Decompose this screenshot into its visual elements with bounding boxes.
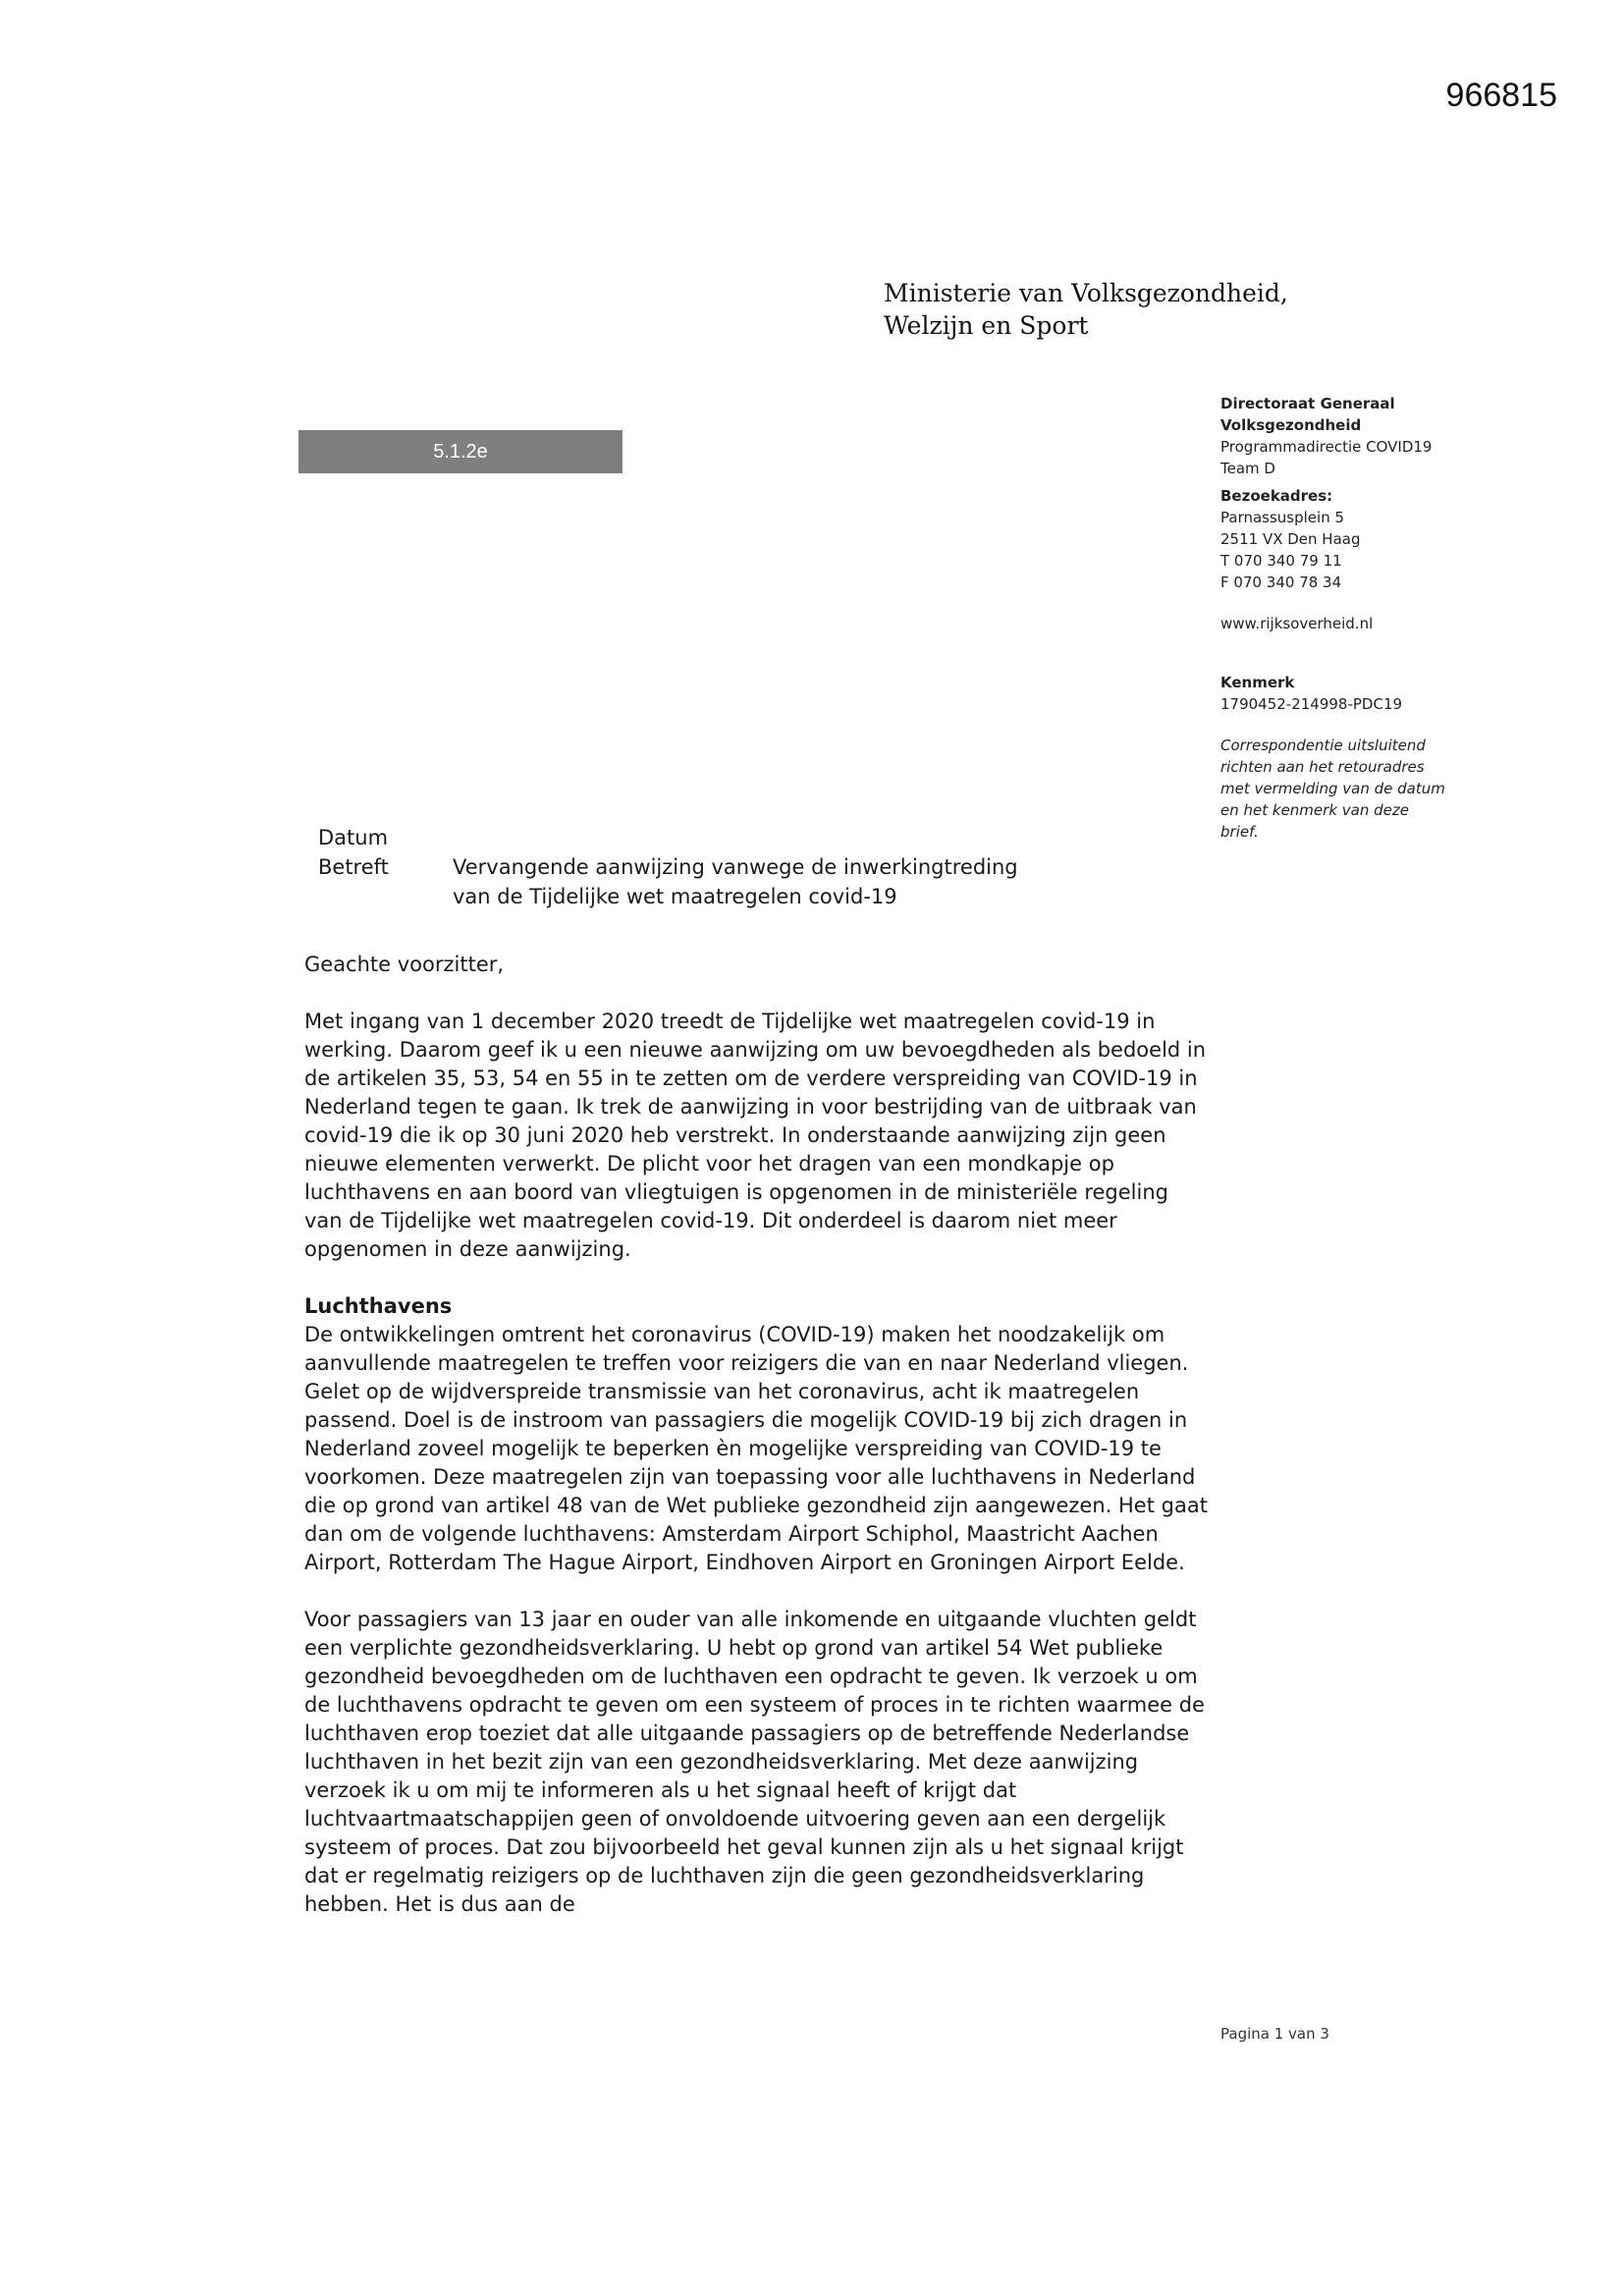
reference-block	[1220, 672, 1505, 715]
letterhead-line: Ministerie van Volksgezondheid,	[884, 279, 1288, 307]
subject-row	[318, 852, 1061, 911]
section-heading: Luchthavens	[304, 1294, 453, 1318]
correspondence-line: richten aan het retouradres	[1220, 758, 1425, 776]
letter-body	[304, 951, 1208, 1919]
letterhead-line: Welzijn en Sport	[884, 311, 1089, 340]
visit-phone: T 070 340 79 11	[1220, 552, 1342, 570]
department-line: Directoraat Generaal	[1220, 395, 1395, 412]
subject-line: van de Tijdelijke wet maatregelen covid-19	[453, 885, 897, 908]
date-label: Datum	[318, 826, 389, 849]
website-link[interactable]: www.rijksoverheid.nl	[1220, 615, 1374, 632]
body-paragraph: De ontwikkelingen omtrent het coronavirus (COVID-19) maken het noodzakelijk om aanvullende maatregelen te treffen voor reizigers die van en naar Nederland vliegen. Gelet op de wijdverspreide transmissie van het coronavirus, acht ik maatregelen passend. Doel is de instroom van passagiers die mogelijk COVID-19 bij zich dragen in Nederland zoveel mogelijk te beperken èn mogelijke verspreiding van COVID-19 te voorkomen. Deze maatregelen zijn van toepassing voor alle luchthavens in Nederland die op grond van artikel 48 van de Wet publieke gezondheid zijn aangewezen. Het gaat dan om de volgende luchthavens: Amsterdam Airport Schiphol, Maastricht Aachen Airport, Rotterdam The Hague Airport, Eindhoven Airport en Groningen Airport Eelde.	[304, 1323, 1208, 1574]
department-block	[1220, 393, 1505, 479]
document-number: 966815	[1445, 77, 1557, 114]
department-line: Programmadirectie COVID19	[1220, 438, 1433, 456]
correspondence-line: met vermelding van de datum	[1220, 780, 1445, 797]
letter-meta	[318, 823, 1061, 911]
correspondence-line: brief.	[1220, 823, 1259, 841]
department-line: Volksgezondheid	[1220, 416, 1362, 434]
reference-value: 1790452-214998-PDC19	[1220, 695, 1403, 713]
correspondence-note	[1220, 735, 1505, 843]
reference-label: Kenmerk	[1220, 674, 1295, 691]
visit-fax: F 070 340 78 34	[1220, 574, 1342, 591]
correspondence-line: en het kenmerk van deze	[1220, 801, 1409, 819]
department-line: Team D	[1220, 460, 1275, 477]
page-number: Pagina 1 van 3	[1220, 2025, 1329, 2043]
body-paragraph: Met ingang van 1 december 2020 treedt de Tijdelijke wet maatregelen covid-19 in werking. Daarom geef ik u een nieuwe aanwijzing om uw bevoegdheden als bedoeld in de artikelen 35, 53, 54 en 55 in te zetten om de verdere verspreiding van COVID-19 in Nederland tegen te gaan. Ik trek de aanwijzing in voor bestrijding van de uitbraak van covid-19 die ik op 30 juni 2020 heb verstrekt. In onderstaande aanwijzing zijn geen nieuwe elementen verwerkt. De plicht voor het dragen van een mondkapje op luchthavens en aan boord van vliegtuigen is opgenomen in de ministeriële regeling van de Tijdelijke wet maatregelen covid-19. Dit onderdeel is daarom niet meer opgenomen in deze aanwijzing.	[304, 1010, 1207, 1261]
correspondence-line: Correspondentie uitsluitend	[1220, 737, 1426, 754]
date-row	[318, 823, 1061, 852]
visit-address-block	[1220, 485, 1505, 593]
redaction-box: 5.1.2e	[298, 430, 623, 473]
subject-value	[453, 852, 1061, 911]
subject-line: Vervangende aanwijzing vanwege de inwerkingtreding	[453, 855, 1018, 879]
date-value	[453, 823, 1061, 852]
subject-label: Betreft	[318, 855, 389, 879]
visit-address-line: Parnassusplein 5	[1220, 509, 1345, 526]
body-paragraph: Voor passagiers van 13 jaar en ouder van alle inkomende en uitgaande vluchten geldt een verplichte gezondheidsverklaring. U hebt op grond van artikel 54 Wet publieke gezondheid bevoegdheden om de luchthaven een opdracht te geven. Ik verzoek u om de luchthavens opdracht te geven om een systeem of proces in te richten waarmee de luchthaven erop toeziet dat alle uitgaande passagiers op de betreffende Nederlandse luchthaven in het bezit zijn van een gezondheidsverklaring. Met deze aanwijzing verzoek ik u om mij te informeren als u het signaal heeft of krijgt dat luchtvaartmaatschappijen geen of onvoldoende uitvoering geven aan een dergelijk systeem of proces. Dat zou bijvoorbeeld het geval kunnen zijn als u het signaal krijgt dat er regelmatig reizigers op de luchthaven zijn die geen gezondheidsverklaring hebben. Het is dus aan de	[304, 1608, 1205, 1916]
visit-address-label: Bezoekadres:	[1220, 487, 1333, 505]
ministry-letterhead	[884, 277, 1288, 342]
salutation: Geachte voorzitter,	[304, 953, 505, 976]
sender-sidebar	[1220, 393, 1505, 843]
visit-address-line: 2511 VX Den Haag	[1220, 530, 1361, 548]
